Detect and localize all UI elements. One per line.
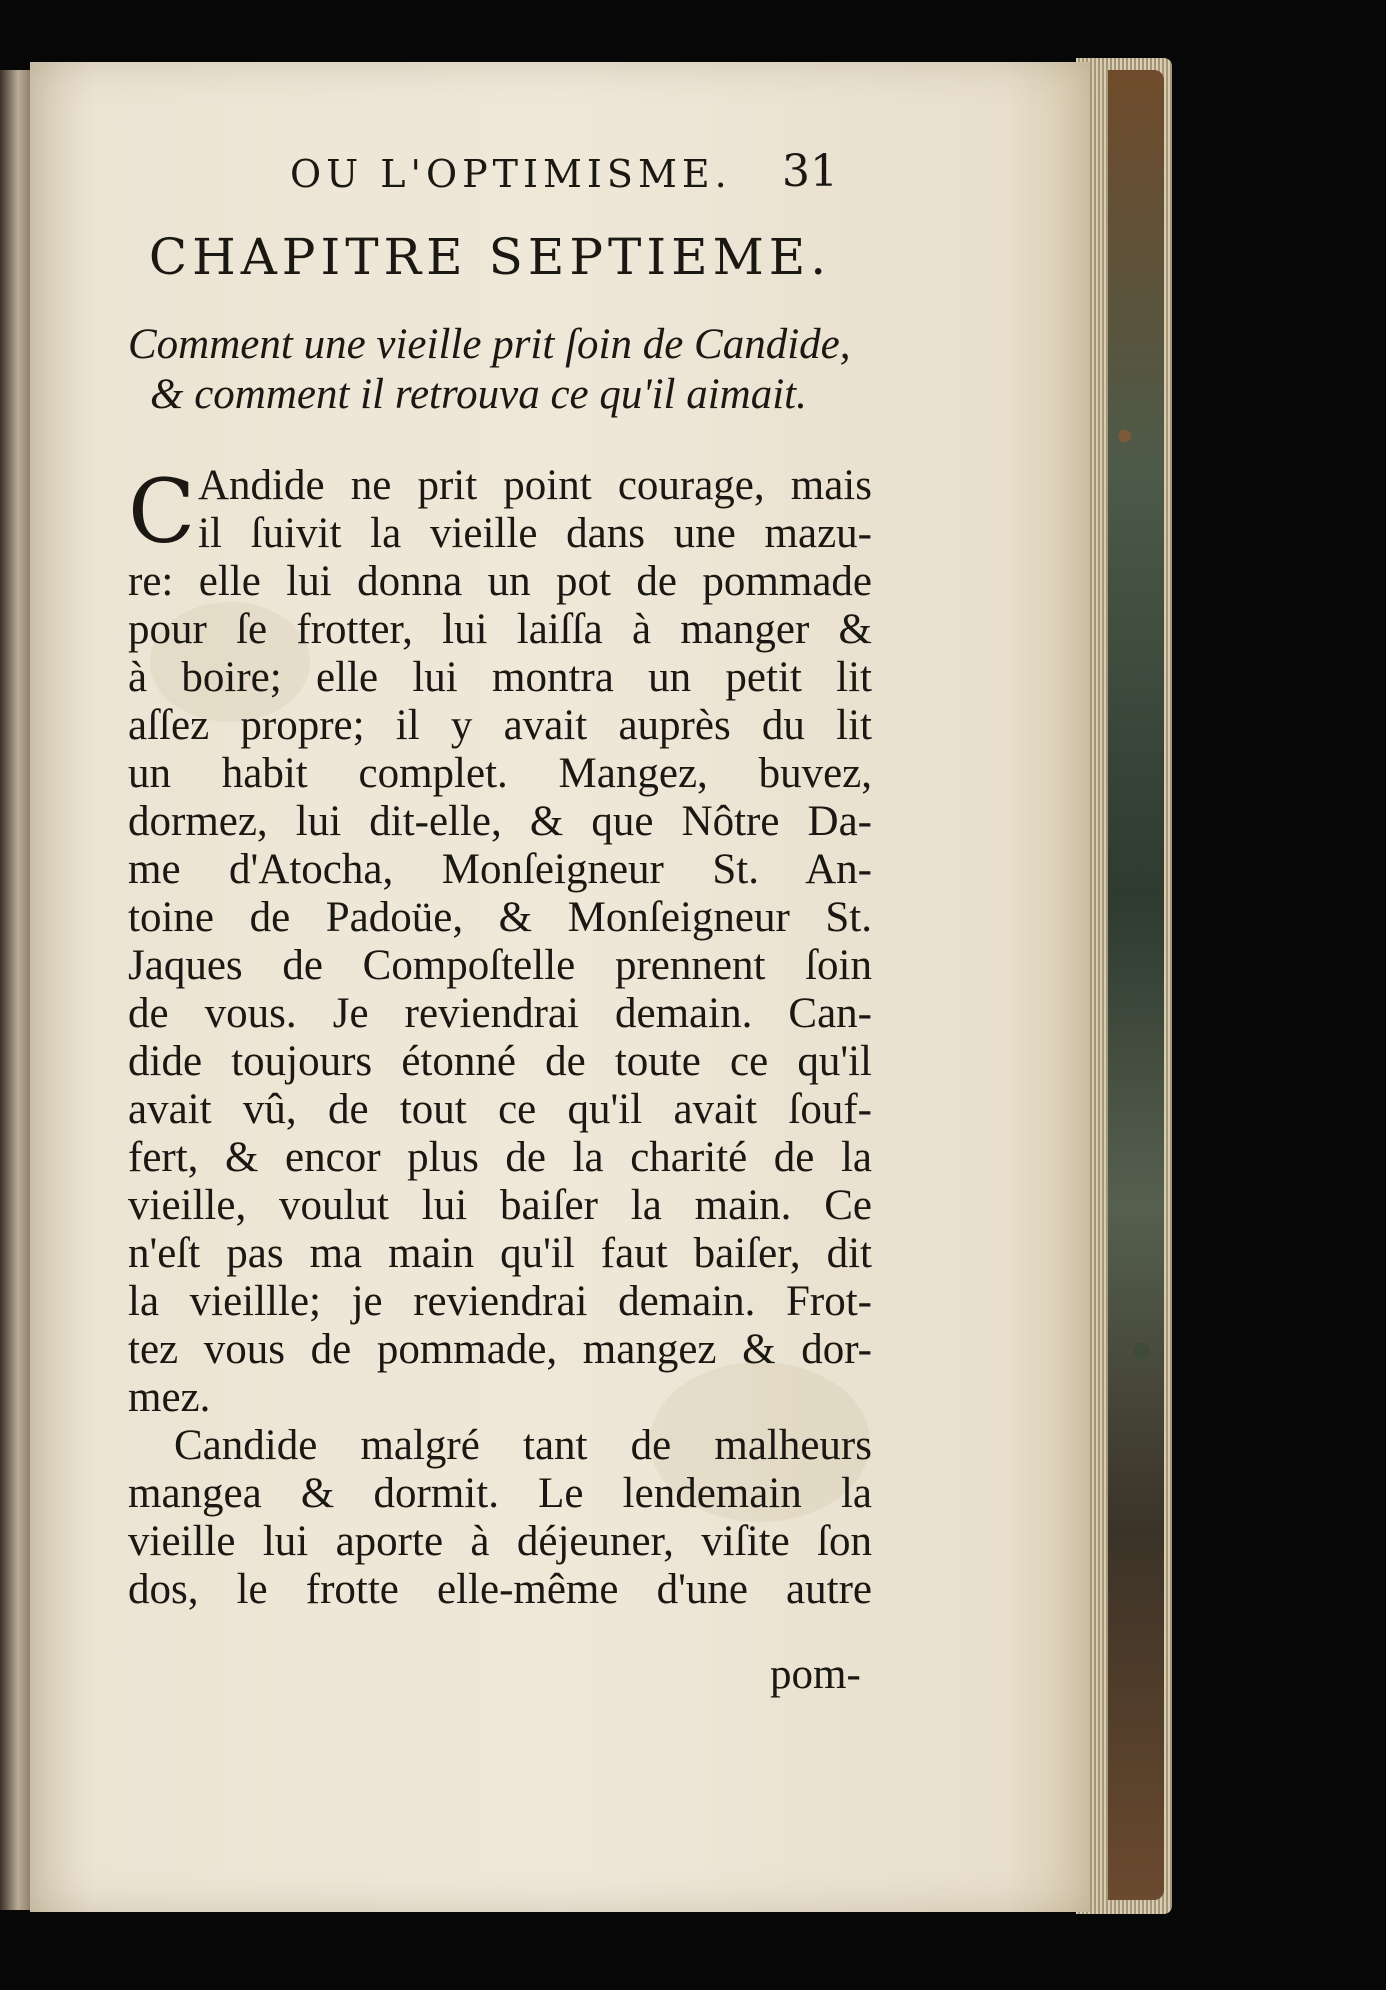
text-line: il ſuivit la vieille dans une mazu- [198, 510, 872, 557]
text-line: fert, & encor plus de la charité de la [128, 1134, 872, 1181]
text-line: tez vous de pommade, mangez & dor- [128, 1326, 872, 1373]
running-header [290, 146, 870, 202]
text-line: de vous. Je reviendrai demain. Can- [128, 990, 872, 1037]
text-line: Candide malgré tant de malheurs [174, 1422, 872, 1469]
text-line: re: elle lui donna un pot de pommade [128, 558, 872, 605]
marbled-cover-edge [1108, 70, 1164, 1900]
drop-cap: C [128, 460, 196, 563]
text-line: toine de Padoüe, & Monſeigneur St. [128, 894, 872, 941]
text-line: pour ſe frotter, lui laiſſa à manger & [128, 606, 872, 653]
text-line: Jaques de Compoſtelle prennent ſoin [128, 942, 872, 989]
text-line: vieille lui aporte à déjeuner, viſite ſon [128, 1518, 872, 1565]
subtitle-line: Comment une vieille prit ſoin de Candide, [128, 321, 851, 368]
text-line: mez. [128, 1374, 211, 1421]
text-line: la vieillle; je reviendrai demain. Frot- [128, 1278, 872, 1325]
subtitle-line: & comment il retrouva ce qu'il aimait. [150, 371, 807, 418]
facing-page-edge [0, 70, 30, 1910]
text-line: avait vû, de tout ce qu'il avait ſouf- [128, 1086, 872, 1133]
text-line: dos, le frotte elle-même d'une autre [128, 1566, 872, 1613]
text-line: mangea & dormit. Le lendemain la [128, 1470, 872, 1517]
text-line: un habit complet. Mangez, buvez, [128, 750, 872, 797]
text-line-content: Andide ne prit point courage, mais [198, 462, 872, 509]
catchword: pom- [770, 1651, 861, 1698]
text-line: dormez, lui dit-elle, & que Nôtre Da- [128, 798, 872, 845]
text-line: vieille, voulut lui baiſer la main. Ce [128, 1182, 872, 1229]
chapter-title: CHAPITRE SEPTIEME. [148, 228, 832, 286]
text-line: n'eſt pas ma main qu'il faut baiſer, dit [128, 1230, 872, 1277]
text-line: me d'Atocha, Monſeigneur St. An- [128, 846, 872, 893]
text-line: aſſez propre; il y avait auprès du lit [128, 702, 872, 749]
page-number: 31 [782, 146, 838, 197]
running-title: OU L'OPTIMISME. [290, 152, 732, 196]
text-line: dide toujours étonné de toute ce qu'il [128, 1038, 872, 1085]
chapter-subtitle [128, 320, 890, 420]
body-text [128, 462, 872, 1614]
text-line: à boire; elle lui montra un petit lit [128, 654, 872, 701]
